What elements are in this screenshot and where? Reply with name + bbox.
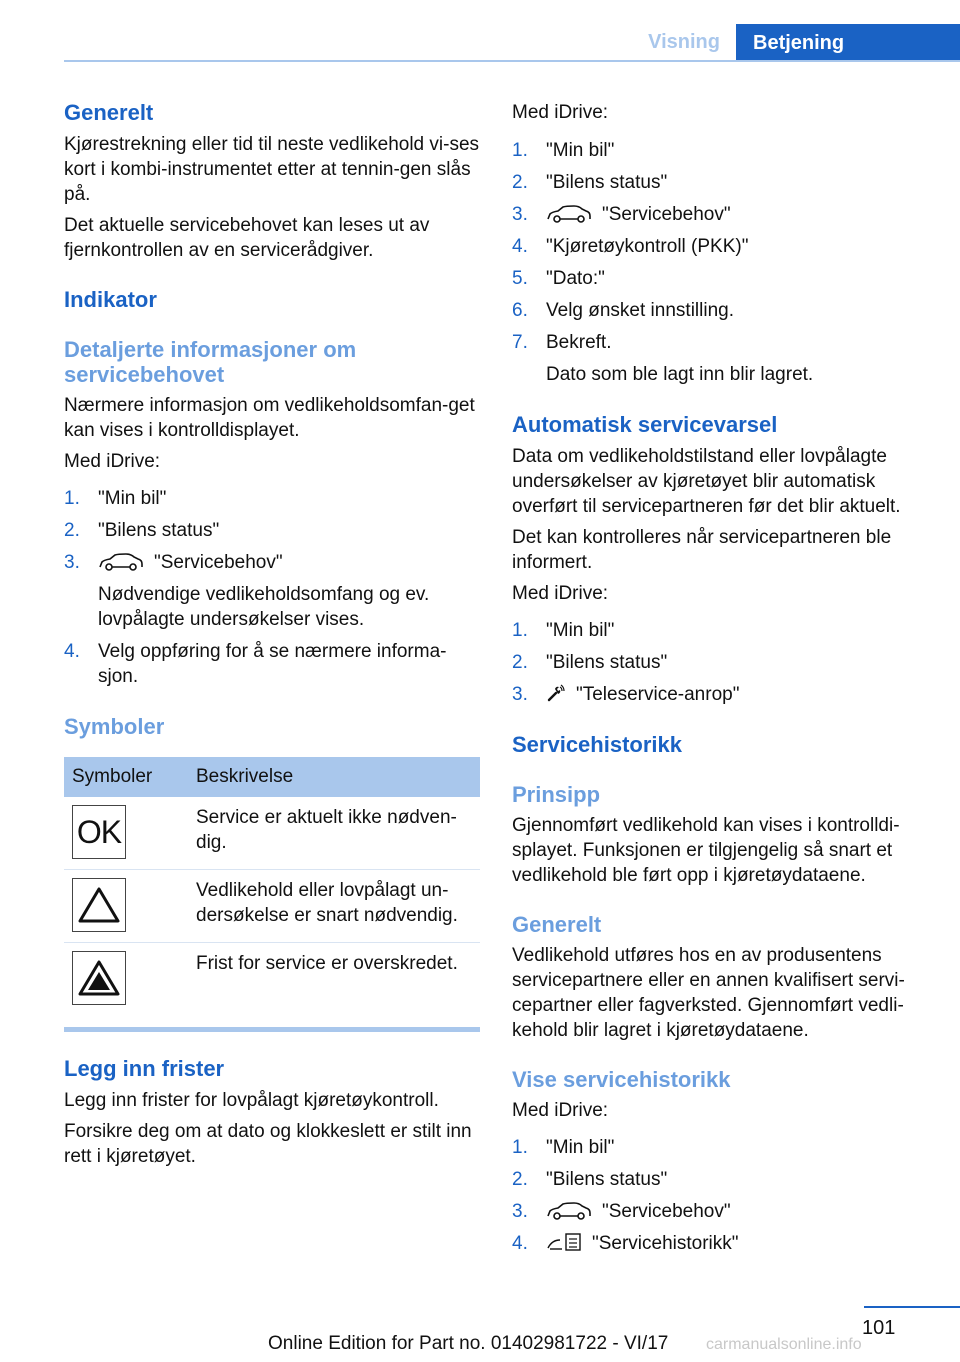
heading-automatisk-servicevarsel: Automatisk servicevarsel: [512, 412, 778, 437]
step-text: "Dato:": [546, 268, 605, 289]
step-number: 3.: [512, 204, 528, 225]
table-cell-description: Service er aktuelt ikke nødven-dig.: [188, 797, 480, 870]
step-text: "Bilens status": [546, 652, 668, 673]
med-idrive-label: Med iDrive:: [64, 451, 161, 472]
step-number: 7.: [512, 332, 528, 353]
step-text: "Min bil": [98, 488, 167, 509]
list-item: [512, 266, 928, 291]
list-item: [512, 234, 928, 259]
step-text: "Servicebehov": [602, 204, 731, 225]
page-number: 101: [862, 1317, 896, 1339]
right-step-list-2: [512, 618, 928, 707]
step-number: 3.: [512, 684, 528, 705]
step-number: 4.: [512, 1233, 528, 1254]
heading-vise-servicehistorikk: Vise servicehistorikk: [512, 1067, 731, 1092]
symbols-table: [64, 757, 480, 1015]
warning-triangle-filled-icon: [72, 951, 126, 1005]
step-number: 4.: [512, 236, 528, 257]
footer-rule: [864, 1306, 960, 1308]
page-header: [0, 0, 960, 62]
list-item: [512, 1167, 928, 1192]
step-subtext: Nødvendige vedlikeholdsomfang og ev. lovpålagte undersøkelser vises.: [98, 584, 430, 630]
tab-visning[interactable]: Visning: [648, 31, 720, 53]
generelt-paragraph-3: Vedlikehold utføres hos en av produsentens servicepartnere eller en annen kvalifisert servi-cepartner eller fagverksted. Gjennomført vedli-kehold blir lagret i kjøretøydataene.: [512, 945, 905, 1041]
edition-note: Online Edition for Part no. 01402981722 - VI/17: [268, 1333, 669, 1354]
heading-legg-inn-frister: Legg inn frister: [64, 1056, 225, 1081]
auto-paragraph-1: Data om vedlikeholdstilstand eller lovpålagte undersøkelser av kjøretøyet blir automatisk overført til servicepartneren før det blir aktuelt.: [512, 446, 901, 517]
med-idrive-label: Med iDrive:: [512, 583, 609, 604]
step-text: "Servicebehov": [602, 1201, 731, 1222]
warning-triangle-outline-icon: [72, 878, 126, 932]
list-item: [512, 1135, 928, 1160]
list-item: [512, 170, 928, 195]
med-idrive-label: Med iDrive:: [512, 102, 609, 123]
heading-indikator: Indikator: [64, 287, 157, 312]
step-text: "Teleservice-anrop": [576, 684, 740, 705]
step-number: 3.: [64, 552, 80, 573]
list-item: [64, 518, 480, 543]
step-number: 2.: [512, 652, 528, 673]
step-number: 6.: [512, 300, 528, 321]
step-text: "Min bil": [546, 1137, 615, 1158]
step-number: 2.: [512, 172, 528, 193]
generelt-paragraph-1: Kjørestrekning eller tid til neste vedlikehold vi-ses kort i kombi-instrumentet etter at tennin-gen slås på.: [64, 134, 480, 205]
step-number: 2.: [512, 1169, 528, 1190]
left-step-list: [64, 486, 480, 689]
wrench-signal-icon: [546, 683, 566, 703]
table-header-beskrivelse: Beskrivelse: [188, 757, 480, 797]
generelt-paragraph-2: Det aktuelle servicebehovet kan leses ut av fjernkontrollen av en servicerådgiver.: [64, 215, 430, 261]
table-cell-description: Vedlikehold eller lovpålagt un-dersøkelse er snart nødvendig.: [188, 870, 480, 943]
list-item: [512, 650, 928, 675]
step-number: 5.: [512, 268, 528, 289]
table-row: [64, 870, 480, 943]
heading-detaljer: Detaljerte informasjoner om servicebehovet: [64, 337, 357, 387]
step-text: "Bilens status": [98, 520, 220, 541]
med-idrive-label: Med iDrive:: [512, 1100, 609, 1121]
step-number: 2.: [64, 520, 80, 541]
step-subtext: Dato som ble lagt inn blir lagret.: [546, 364, 814, 385]
service-history-icon: [546, 1232, 582, 1252]
list-item: [512, 1231, 928, 1256]
heading-prinsipp: Prinsipp: [512, 782, 601, 807]
list-item: [512, 618, 928, 643]
list-item: [64, 550, 480, 632]
step-text: "Min bil": [546, 620, 615, 641]
legg-paragraph-2: Forsikre deg om at dato og klokkeslett er stilt inn rett i kjøretøyet.: [64, 1121, 472, 1167]
heading-generelt-2: Generelt: [512, 912, 602, 937]
list-item: [512, 1199, 928, 1224]
list-item: [64, 486, 480, 511]
detaljer-paragraph: Nærmere informasjon om vedlikeholdsomfan-get kan vises i kontrolldisplayet.: [64, 395, 475, 441]
step-text: Velg ønsket innstilling.: [546, 300, 734, 321]
step-text: "Servicebehov": [154, 552, 283, 573]
legg-paragraph-1: Legg inn frister for lovpålagt kjøretøykontroll.: [64, 1090, 439, 1111]
step-number: 3.: [512, 1201, 528, 1222]
list-item: [64, 639, 480, 689]
heading-generelt: Generelt: [64, 100, 154, 125]
step-text: Bekreft.: [546, 332, 612, 353]
step-text: "Servicehistorikk": [592, 1233, 739, 1254]
table-header-row: [64, 757, 480, 797]
right-step-list-3: [512, 1135, 928, 1256]
list-item: [512, 682, 928, 707]
table-cell-description: Frist for service er overskredet.: [196, 953, 458, 974]
table-row: [64, 797, 480, 870]
step-number: 4.: [64, 641, 80, 662]
ok-icon: [72, 805, 126, 859]
list-item: [512, 298, 928, 323]
step-text: "Kjøretøykontroll (PKK)": [546, 236, 749, 257]
heading-symboler: Symboler: [64, 714, 165, 739]
ok-symbol-text: OK: [76, 813, 122, 850]
step-number: 1.: [512, 620, 528, 641]
car-icon: [98, 553, 144, 571]
step-number: 1.: [64, 488, 80, 509]
auto-paragraph-2: Det kan kontrolleres når servicepartneren ble informert.: [512, 527, 892, 573]
heading-servicehistorikk: Servicehistorikk: [512, 732, 682, 757]
list-item: [512, 202, 928, 227]
list-item: [512, 330, 928, 387]
list-item: [512, 138, 928, 163]
prinsipp-paragraph: Gjennomført vedlikehold kan vises i kontrolldi-splayet. Funksjonen er tilgjengelig så snart et vedlikehold ble ført opp i kjøretøydataene.: [512, 815, 900, 886]
step-text: "Bilens status": [546, 1169, 668, 1190]
step-text: "Bilens status": [546, 172, 668, 193]
watermark: carmanualsonline.info: [706, 1336, 862, 1353]
car-icon: [546, 205, 592, 223]
table-header-symboler: Symboler: [64, 757, 188, 797]
tab-betjening[interactable]: Betjening: [736, 24, 960, 62]
step-number: 1.: [512, 140, 528, 161]
table-row: [64, 943, 480, 1016]
step-number: 1.: [512, 1137, 528, 1158]
header-rule: [64, 60, 960, 62]
right-column: [512, 100, 928, 1263]
step-text: Velg oppføring for å se nærmere informa-sjon.: [98, 641, 447, 687]
right-step-list-1: [512, 138, 928, 387]
car-icon: [546, 1202, 592, 1220]
left-column: [64, 100, 480, 1169]
step-text: "Min bil": [546, 140, 615, 161]
